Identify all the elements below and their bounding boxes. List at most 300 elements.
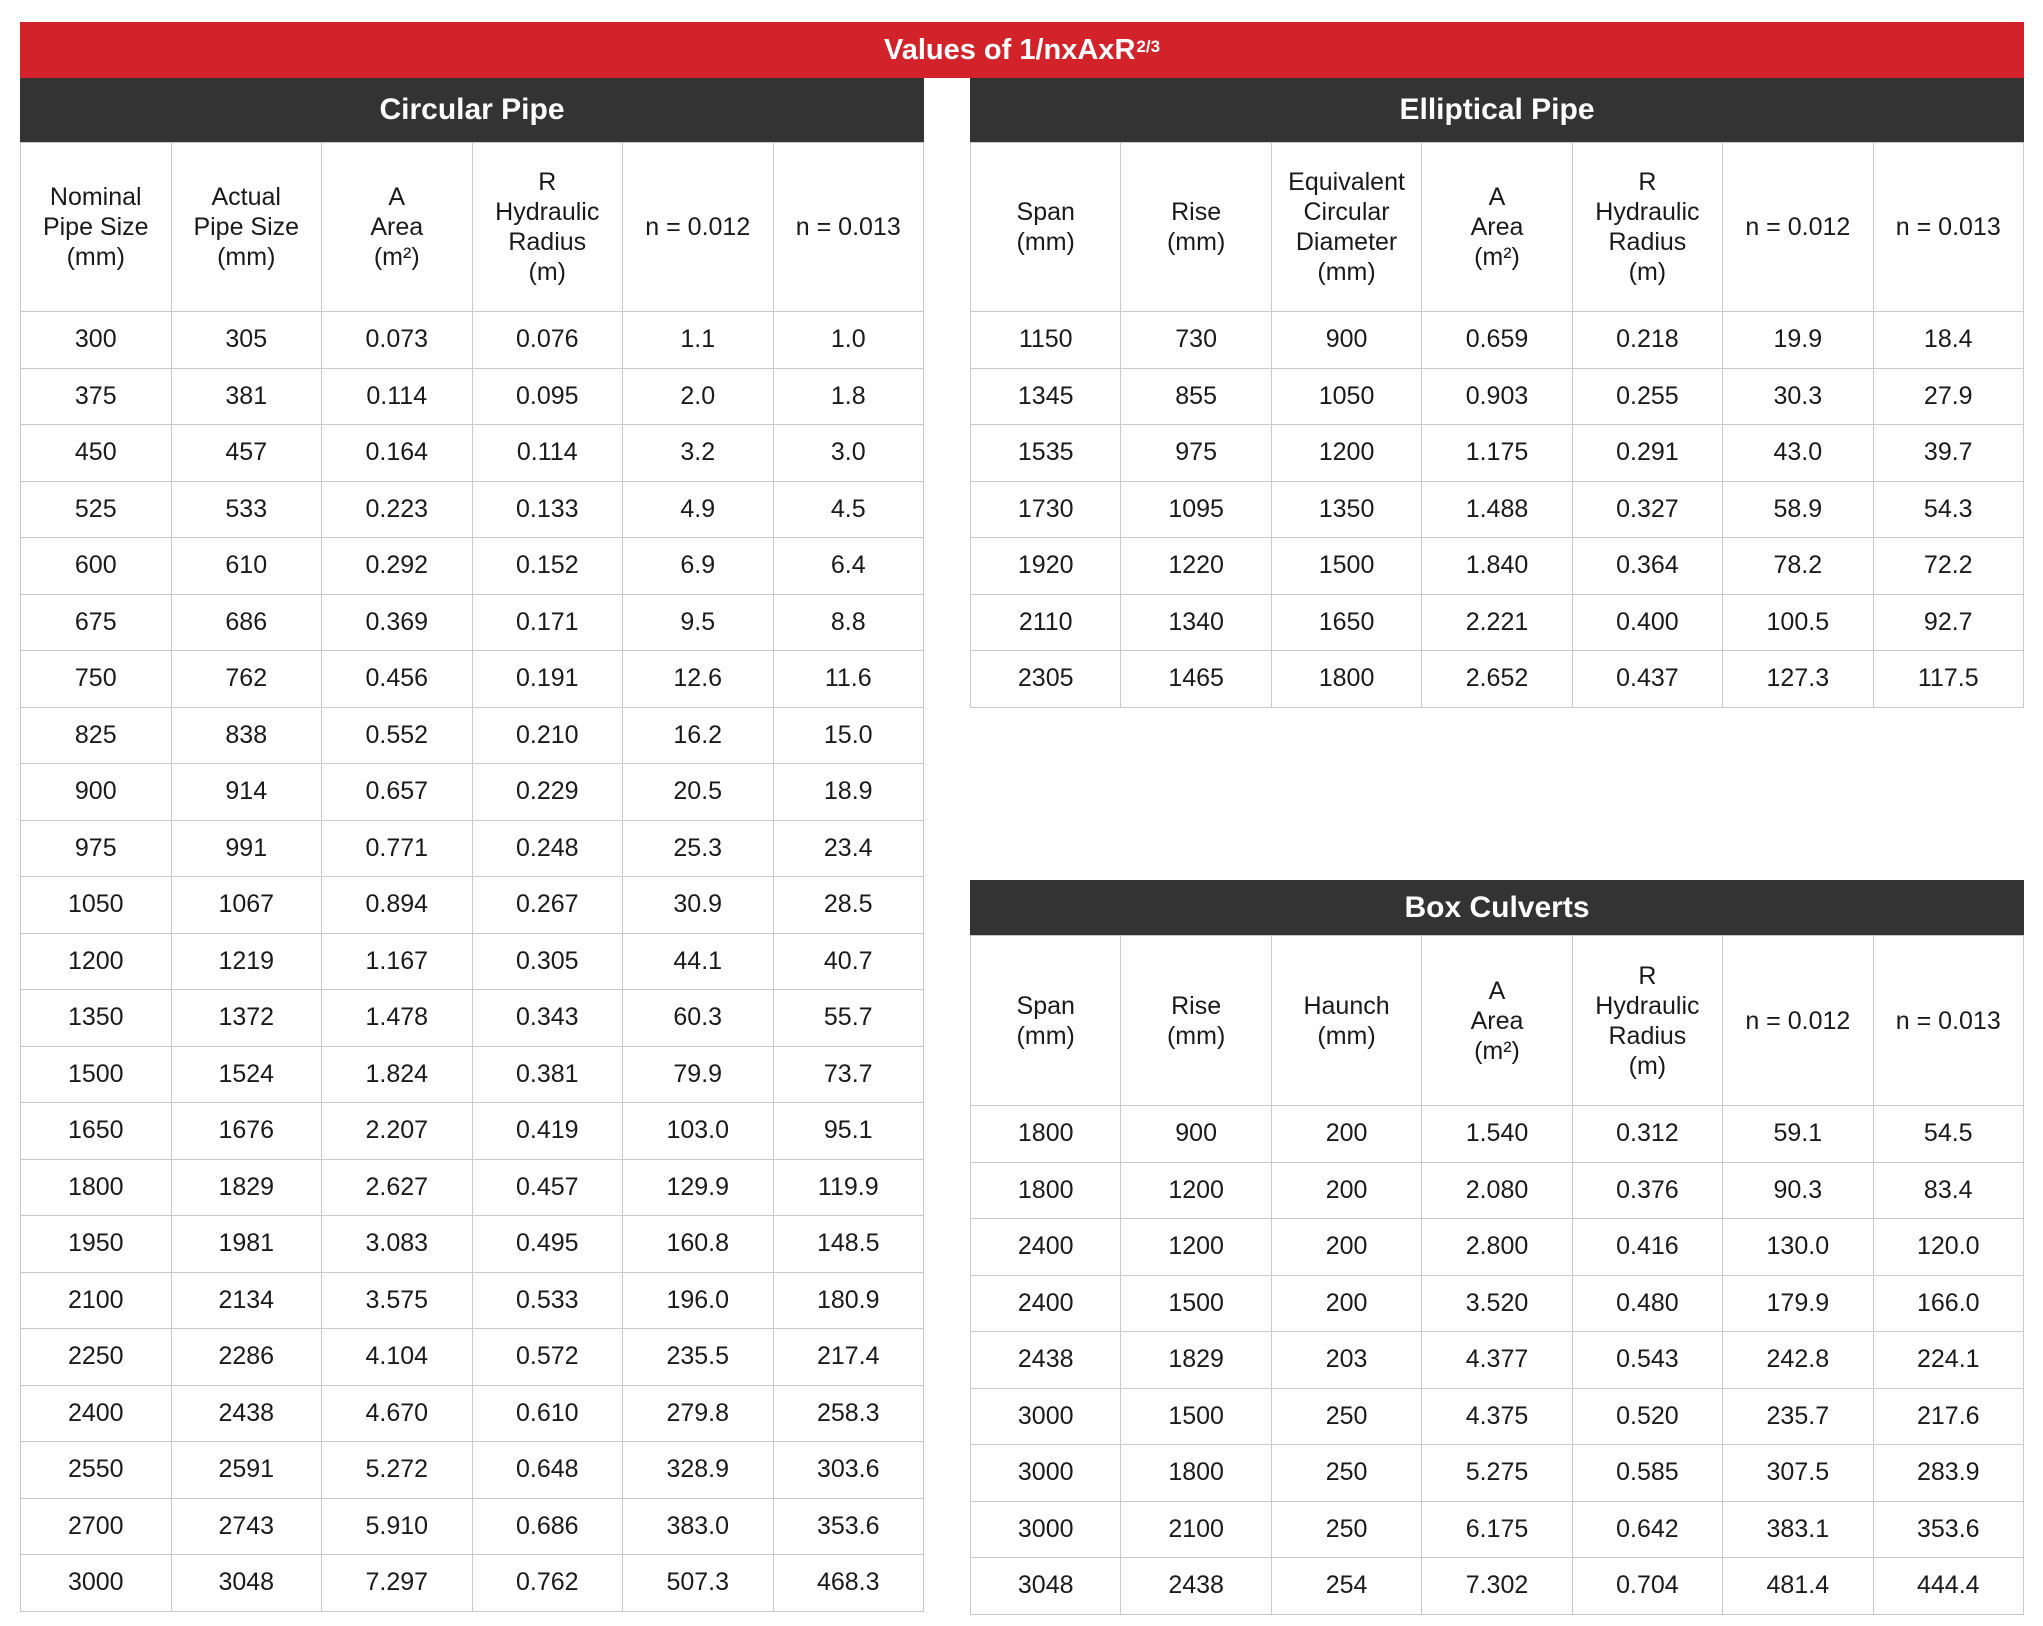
table-cell: 1650 — [21, 1103, 172, 1160]
table-cell: 2305 — [971, 651, 1121, 708]
table-cell: 0.495 — [472, 1216, 623, 1273]
table-cell: 1676 — [171, 1103, 322, 1160]
table-row — [21, 933, 924, 990]
table-cell: 2591 — [171, 1442, 322, 1499]
table-cell: 900 — [1121, 1106, 1271, 1163]
table-cell: 0.416 — [1572, 1219, 1722, 1276]
table-row — [971, 594, 2024, 651]
column-header-line: Pipe Size — [42, 213, 149, 241]
table-cell: 200 — [1271, 1219, 1421, 1276]
table-row — [21, 312, 924, 369]
table-cell: 1535 — [971, 425, 1121, 482]
column-header-line: Area — [1470, 1006, 1524, 1035]
table-cell: 0.267 — [472, 877, 623, 934]
table-cell: 0.585 — [1572, 1445, 1722, 1502]
column-header-line: R — [538, 168, 557, 196]
table-cell: 0.073 — [322, 312, 473, 369]
table-cell: 1800 — [21, 1159, 172, 1216]
column-header-line: (mm) — [1016, 228, 1075, 256]
column-header — [322, 143, 473, 312]
column-header — [1572, 936, 1722, 1106]
table-cell: 2100 — [21, 1272, 172, 1329]
table-cell: 975 — [21, 820, 172, 877]
table-cell: 1981 — [171, 1216, 322, 1273]
table-cell: 11.6 — [773, 651, 924, 708]
page-title — [20, 22, 2024, 78]
table-cell: 28.5 — [773, 877, 924, 934]
table-cell: 730 — [1121, 312, 1271, 369]
table-cell: 1200 — [21, 933, 172, 990]
table-cell: 90.3 — [1723, 1162, 1873, 1219]
header-row — [971, 936, 2024, 1106]
table-cell: 2.652 — [1422, 651, 1572, 708]
column-header-line: Circular — [1303, 198, 1390, 226]
table-cell: 0.762 — [472, 1555, 623, 1612]
table-cell: 305 — [171, 312, 322, 369]
table-row — [21, 594, 924, 651]
table-cell: 0.686 — [472, 1498, 623, 1555]
column-header-line: R — [1638, 168, 1657, 196]
table-cell: 900 — [1271, 312, 1421, 369]
table-cell: 6.9 — [623, 538, 774, 595]
column-header-line: (mm) — [1166, 1021, 1226, 1050]
table-row — [971, 1501, 2024, 1558]
table-cell: 18.9 — [773, 764, 924, 821]
column-header — [1422, 143, 1572, 312]
table-cell: 117.5 — [1873, 651, 2023, 708]
table-cell: 119.9 — [773, 1159, 924, 1216]
column-header-line: Diameter — [1295, 228, 1398, 256]
table-row — [971, 1445, 2024, 1502]
table-row — [21, 707, 924, 764]
table-cell: 1500 — [1121, 1388, 1271, 1445]
table-cell: 250 — [1271, 1388, 1421, 1445]
table-cell: 1.0 — [773, 312, 924, 369]
table-cell: 1650 — [1271, 594, 1421, 651]
table-cell: 92.7 — [1873, 594, 2023, 651]
column-header-line: (m) — [528, 258, 566, 286]
table-cell: 3.2 — [623, 425, 774, 482]
table-cell: 525 — [21, 481, 172, 538]
table-cell: 0.223 — [322, 481, 473, 538]
table-cell: 2.0 — [623, 368, 774, 425]
table-row — [971, 651, 2024, 708]
table-cell: 303.6 — [773, 1442, 924, 1499]
table-cell: 0.659 — [1422, 312, 1572, 369]
table-cell: 1200 — [1121, 1162, 1271, 1219]
table-cell: 0.610 — [472, 1385, 623, 1442]
table-cell: 533 — [171, 481, 322, 538]
table-cell: 0.327 — [1572, 481, 1722, 538]
table-cell: 1.824 — [322, 1046, 473, 1103]
column-header — [472, 143, 623, 312]
table-cell: 5.272 — [322, 1442, 473, 1499]
table-row — [21, 1216, 924, 1273]
table-cell: 54.5 — [1873, 1106, 2023, 1163]
column-header-line: Haunch — [1303, 991, 1390, 1020]
table-row — [971, 1219, 2024, 1276]
table-cell: 1095 — [1121, 481, 1271, 538]
column-header-line: Radius — [1608, 1021, 1687, 1050]
table-cell: 200 — [1271, 1106, 1421, 1163]
table-cell: 15.0 — [773, 707, 924, 764]
table-cell: 72.2 — [1873, 538, 2023, 595]
table-cell: 254 — [1271, 1558, 1421, 1615]
table-cell: 250 — [1271, 1445, 1421, 1502]
table-cell: 1345 — [971, 368, 1121, 425]
header-row — [971, 143, 2024, 312]
table-cell: 224.1 — [1873, 1332, 2023, 1389]
column-header-line: A — [1488, 183, 1506, 211]
table-cell: 16.2 — [623, 707, 774, 764]
table-row — [971, 368, 2024, 425]
table-cell: 55.7 — [773, 990, 924, 1047]
table-cell: 353.6 — [1873, 1501, 2023, 1558]
column-header-line: A — [1488, 976, 1506, 1005]
table-cell: 1219 — [171, 933, 322, 990]
table-cell: 0.381 — [472, 1046, 623, 1103]
table-row — [21, 425, 924, 482]
table-cell: 6.4 — [773, 538, 924, 595]
table-cell: 0.229 — [472, 764, 623, 821]
circular-pipe-panel — [20, 78, 924, 1612]
table-cell: 900 — [21, 764, 172, 821]
table-row — [21, 481, 924, 538]
column-header-line: (m) — [1628, 1051, 1667, 1080]
column-header — [1723, 143, 1873, 312]
table-cell: 0.543 — [1572, 1332, 1722, 1389]
table-cell: 0.076 — [472, 312, 623, 369]
table-cell: 3.0 — [773, 425, 924, 482]
column-header — [971, 936, 1121, 1106]
table-cell: 686 — [171, 594, 322, 651]
column-header — [1873, 143, 2023, 312]
table-cell: 2134 — [171, 1272, 322, 1329]
table-cell: 1372 — [171, 990, 322, 1047]
column-header-line: n = 0.012 — [1745, 213, 1851, 241]
table-cell: 59.1 — [1723, 1106, 1873, 1163]
table-cell: 1340 — [1121, 594, 1271, 651]
table-cell: 0.704 — [1572, 1558, 1722, 1615]
table-cell: 129.9 — [623, 1159, 774, 1216]
table-cell: 1800 — [971, 1106, 1121, 1163]
table-cell: 235.7 — [1723, 1388, 1873, 1445]
table-cell: 1465 — [1121, 651, 1271, 708]
table-cell: 30.3 — [1723, 368, 1873, 425]
table-cell: 130.0 — [1723, 1219, 1873, 1276]
column-header-line: Hydraulic — [1595, 991, 1700, 1020]
table-cell: 0.210 — [472, 707, 623, 764]
table-row — [971, 538, 2024, 595]
table-cell: 0.133 — [472, 481, 623, 538]
table-cell: 2110 — [971, 594, 1121, 651]
table-cell: 43.0 — [1723, 425, 1873, 482]
table-cell: 23.4 — [773, 820, 924, 877]
table-cell: 353.6 — [773, 1498, 924, 1555]
table-cell: 0.152 — [472, 538, 623, 595]
column-header — [1121, 143, 1271, 312]
column-header-line: Nominal — [49, 183, 142, 211]
column-header-line: Pipe Size — [193, 213, 300, 241]
table-cell: 3048 — [971, 1558, 1121, 1615]
table-cell: 1500 — [1121, 1275, 1271, 1332]
column-header-line: (mm) — [66, 243, 125, 271]
table-cell: 914 — [171, 764, 322, 821]
table-row — [971, 425, 2024, 482]
table-cell: 1350 — [1271, 481, 1421, 538]
elliptical-pipe-panel — [970, 78, 2024, 708]
table-cell: 2438 — [1121, 1558, 1271, 1615]
table-cell: 5.910 — [322, 1498, 473, 1555]
table-cell: 4.375 — [1422, 1388, 1572, 1445]
table-row — [21, 990, 924, 1047]
column-header — [1723, 936, 1873, 1106]
column-header-line: Rise — [1171, 198, 1222, 226]
table-cell: 103.0 — [623, 1103, 774, 1160]
column-header — [1271, 936, 1421, 1106]
table-cell: 975 — [1121, 425, 1271, 482]
column-header — [1271, 143, 1421, 312]
column-header-line: n = 0.012 — [1745, 1006, 1851, 1035]
table-cell: 444.4 — [1873, 1558, 2023, 1615]
table-cell: 4.9 — [623, 481, 774, 538]
table-cell: 0.400 — [1572, 594, 1722, 651]
table-cell: 9.5 — [623, 594, 774, 651]
column-header-line: Rise — [1171, 991, 1222, 1020]
column-header-line: (m²) — [373, 243, 420, 271]
title-superscript: 2/3 — [1136, 37, 1161, 56]
table-cell: 3000 — [971, 1501, 1121, 1558]
table-cell: 0.364 — [1572, 538, 1722, 595]
table-cell: 383.1 — [1723, 1501, 1873, 1558]
table-row — [971, 1162, 2024, 1219]
table-cell: 1829 — [171, 1159, 322, 1216]
table-cell: 1730 — [971, 481, 1121, 538]
table-cell: 0.648 — [472, 1442, 623, 1499]
table-cell: 7.302 — [1422, 1558, 1572, 1615]
table-cell: 7.297 — [322, 1555, 473, 1612]
table-cell: 600 — [21, 538, 172, 595]
table-cell: 2400 — [21, 1385, 172, 1442]
table-cell: 3.520 — [1422, 1275, 1572, 1332]
table-cell: 1524 — [171, 1046, 322, 1103]
table-cell: 991 — [171, 820, 322, 877]
table-cell: 54.3 — [1873, 481, 2023, 538]
table-cell: 279.8 — [623, 1385, 774, 1442]
column-header-line: n = 0.013 — [795, 213, 901, 241]
table-cell: 217.4 — [773, 1329, 924, 1386]
table-cell: 44.1 — [623, 933, 774, 990]
box-culverts-table — [970, 935, 2024, 1615]
header-row — [21, 143, 924, 312]
table-cell: 30.9 — [623, 877, 774, 934]
table-cell: 250 — [1271, 1501, 1421, 1558]
table-cell: 2550 — [21, 1442, 172, 1499]
table-cell: 328.9 — [623, 1442, 774, 1499]
table-cell: 610 — [171, 538, 322, 595]
table-cell: 300 — [21, 312, 172, 369]
column-header-line: (m²) — [1474, 1036, 1520, 1065]
table-cell: 40.7 — [773, 933, 924, 990]
table-cell: 100.5 — [1723, 594, 1873, 651]
table-row — [21, 1555, 924, 1612]
table-row — [21, 1329, 924, 1386]
table-cell: 242.8 — [1723, 1332, 1873, 1389]
column-header-line: Area — [1470, 213, 1524, 241]
table-cell: 283.9 — [1873, 1445, 2023, 1502]
table-cell: 148.5 — [773, 1216, 924, 1273]
table-cell: 2.080 — [1422, 1162, 1572, 1219]
table-cell: 762 — [171, 651, 322, 708]
column-header — [21, 143, 172, 312]
box-culverts-panel — [970, 880, 2024, 1615]
table-row — [21, 1385, 924, 1442]
table-cell: 0.164 — [322, 425, 473, 482]
table-cell: 1800 — [1271, 651, 1421, 708]
column-header-line: (m²) — [1474, 243, 1520, 271]
table-cell: 179.9 — [1723, 1275, 1873, 1332]
table-cell: 58.9 — [1723, 481, 1873, 538]
table-cell: 79.9 — [623, 1046, 774, 1103]
column-header — [171, 143, 322, 312]
table-cell: 0.376 — [1572, 1162, 1722, 1219]
table-cell: 1200 — [1271, 425, 1421, 482]
table-cell: 2700 — [21, 1498, 172, 1555]
table-cell: 60.3 — [623, 990, 774, 1047]
table-cell: 83.4 — [1873, 1162, 2023, 1219]
table-row — [971, 1275, 2024, 1332]
table-cell: 381 — [171, 368, 322, 425]
column-header-line: n = 0.013 — [1895, 1006, 2001, 1035]
table-cell: 3000 — [971, 1445, 1121, 1502]
table-cell: 8.8 — [773, 594, 924, 651]
table-cell: 457 — [171, 425, 322, 482]
table-cell: 3000 — [971, 1388, 1121, 1445]
table-cell: 468.3 — [773, 1555, 924, 1612]
table-cell: 481.4 — [1723, 1558, 1873, 1615]
column-header-line: (mm) — [217, 243, 276, 271]
column-header-line: R — [1638, 961, 1657, 990]
table-cell: 1500 — [1271, 538, 1421, 595]
table-cell: 0.305 — [472, 933, 623, 990]
table-cell: 196.0 — [623, 1272, 774, 1329]
table-cell: 0.771 — [322, 820, 473, 877]
table-cell: 1.1 — [623, 312, 774, 369]
table-cell: 1.840 — [1422, 538, 1572, 595]
table-cell: 0.903 — [1422, 368, 1572, 425]
table-cell: 200 — [1271, 1162, 1421, 1219]
column-header-line: Radius — [508, 228, 587, 256]
elliptical-pipe-header: Elliptical Pipe — [970, 78, 2024, 142]
table-row — [971, 1388, 2024, 1445]
table-cell: 258.3 — [773, 1385, 924, 1442]
column-header-line: Actual — [211, 183, 281, 211]
table-cell: 27.9 — [1873, 368, 2023, 425]
table-row — [21, 877, 924, 934]
table-cell: 4.5 — [773, 481, 924, 538]
table-cell: 0.533 — [472, 1272, 623, 1329]
column-header — [971, 143, 1121, 312]
table-cell: 1800 — [971, 1162, 1121, 1219]
table-cell: 0.343 — [472, 990, 623, 1047]
table-cell: 1.540 — [1422, 1106, 1572, 1163]
table-cell: 450 — [21, 425, 172, 482]
table-cell: 0.171 — [472, 594, 623, 651]
table-cell: 1920 — [971, 538, 1121, 595]
table-cell: 0.095 — [472, 368, 623, 425]
table-cell: 4.377 — [1422, 1332, 1572, 1389]
table-cell: 4.104 — [322, 1329, 473, 1386]
table-row — [971, 1106, 2024, 1163]
table-row — [971, 1332, 2024, 1389]
table-cell: 166.0 — [1873, 1275, 2023, 1332]
table-cell: 507.3 — [623, 1555, 774, 1612]
table-cell: 6.175 — [1422, 1501, 1572, 1558]
column-header-line: (mm) — [1166, 228, 1226, 256]
column-header — [1422, 936, 1572, 1106]
column-header-line: (mm) — [1317, 1021, 1376, 1050]
table-cell: 2400 — [971, 1275, 1121, 1332]
table-cell: 2.627 — [322, 1159, 473, 1216]
table-cell: 3.575 — [322, 1272, 473, 1329]
column-header-line: (m) — [1628, 258, 1667, 286]
table-cell: 3000 — [21, 1555, 172, 1612]
column-header-line: Hydraulic — [1595, 198, 1700, 226]
table-cell: 1150 — [971, 312, 1121, 369]
column-header-line: A — [388, 183, 406, 211]
table-cell: 0.520 — [1572, 1388, 1722, 1445]
column-header-line: (mm) — [1016, 1021, 1075, 1050]
table-cell: 19.9 — [1723, 312, 1873, 369]
column-header-line: Span — [1016, 198, 1075, 226]
table-row — [971, 312, 2024, 369]
column-header-line: n = 0.012 — [645, 213, 751, 241]
elliptical-pipe-table — [970, 142, 2024, 708]
column-header — [1873, 936, 2023, 1106]
title-text: Values of 1/nxAxR — [883, 33, 1136, 66]
table-cell: 0.456 — [322, 651, 473, 708]
table-cell: 127.3 — [1723, 651, 1873, 708]
table-cell: 20.5 — [623, 764, 774, 821]
table-cell: 1829 — [1121, 1332, 1271, 1389]
column-header — [1121, 936, 1271, 1106]
column-header — [1572, 143, 1722, 312]
column-header-line: Radius — [1608, 228, 1687, 256]
table-row — [21, 538, 924, 595]
circular-pipe-table — [20, 142, 924, 1612]
table-cell: 39.7 — [1873, 425, 2023, 482]
table-cell: 1067 — [171, 877, 322, 934]
table-cell: 25.3 — [623, 820, 774, 877]
table-cell: 383.0 — [623, 1498, 774, 1555]
table-row — [21, 820, 924, 877]
table-cell: 0.369 — [322, 594, 473, 651]
table-cell: 2.221 — [1422, 594, 1572, 651]
table-cell: 160.8 — [623, 1216, 774, 1273]
column-header — [623, 143, 774, 312]
table-row — [21, 1103, 924, 1160]
table-cell: 0.480 — [1572, 1275, 1722, 1332]
table-cell: 0.572 — [472, 1329, 623, 1386]
table-row — [21, 1159, 924, 1216]
table-cell: 0.291 — [1572, 425, 1722, 482]
table-cell: 0.642 — [1572, 1501, 1722, 1558]
table-cell: 217.6 — [1873, 1388, 2023, 1445]
column-header — [773, 143, 924, 312]
table-cell: 0.114 — [322, 368, 473, 425]
table-cell: 235.5 — [623, 1329, 774, 1386]
table-cell: 1220 — [1121, 538, 1271, 595]
